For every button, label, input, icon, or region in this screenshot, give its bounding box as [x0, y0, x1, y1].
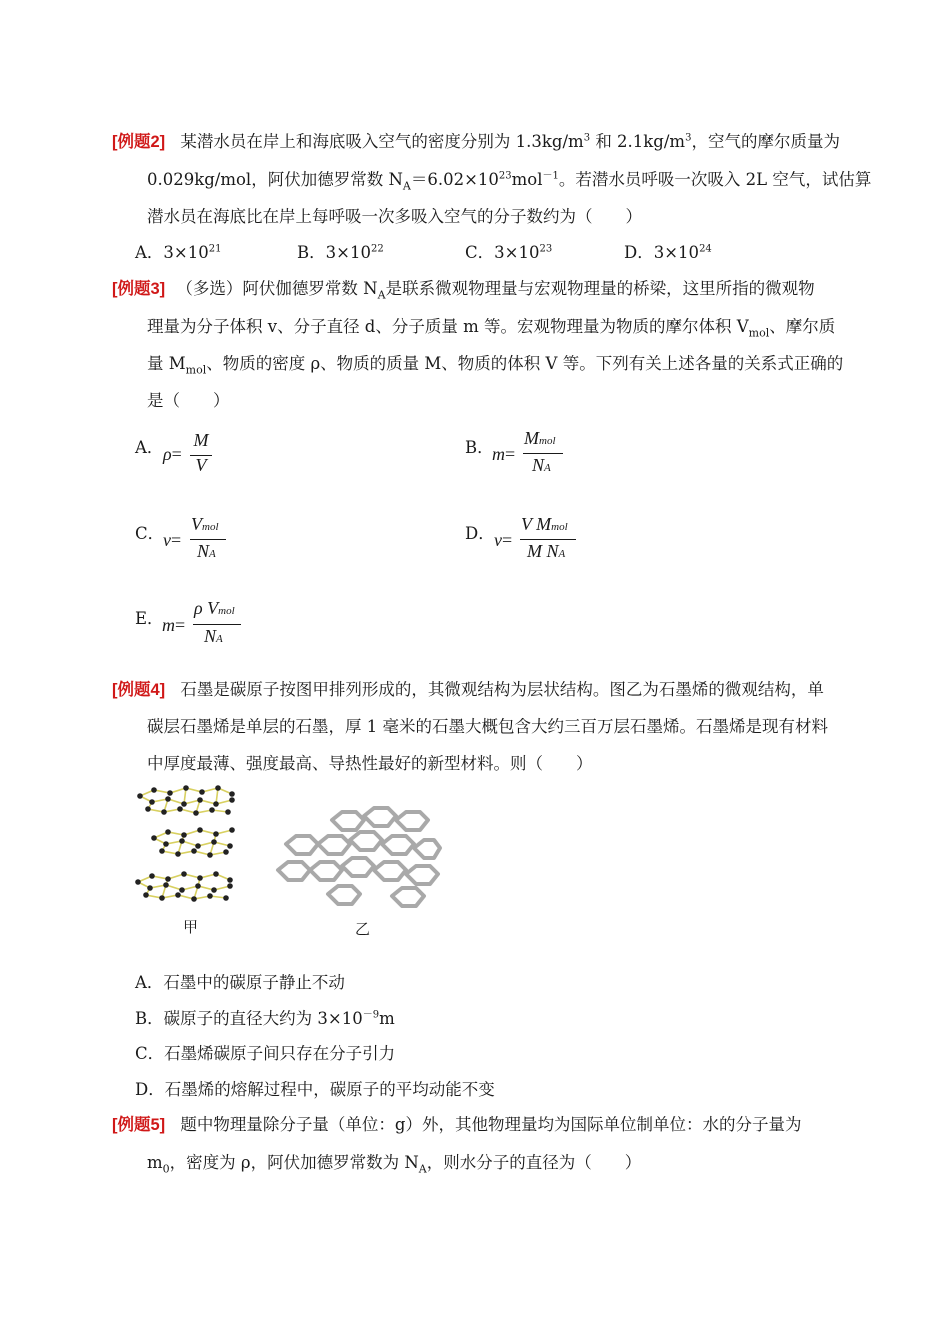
q4-line3: 中厚度最薄、强度最高、导热性最好的新型材料。则（ ） — [147, 754, 593, 773]
q4-option-c[interactable]: C．石墨烯碳原子间只存在分子引力 — [135, 1044, 396, 1063]
q2-line1: [例题2] 某潜水员在岸上和海底吸入空气的密度分别为 $1.3kg/m^3$ 和 $2.1kg/m^3$，空气的摩尔质量为 — [112, 132, 840, 151]
q2-option-c[interactable]: C．$3\times 10^{23}$ — [465, 243, 553, 262]
q2-line3: 潜水员在海底比在岸上每呼吸一次多吸入空气的分子数约为（ ） — [147, 207, 642, 226]
q5-tag: [例题5] — [112, 1116, 166, 1134]
q3-option-e-label[interactable]: E． — [135, 609, 164, 628]
q3-line1: [例题3] （多选）阿伏伽德罗常数 $N_A$是联系微观物理量与宏观物理量的桥梁，这里所指的微观物 — [112, 279, 815, 302]
q3-formula-d: v= V Mmol M NA — [494, 514, 594, 564]
q3-line2: 理量为分子体积 v、分子直径 d、分子质量 m 等。宏观物理量为物质的摩尔体积 $V_{mol}$、摩尔质 — [147, 317, 836, 340]
q4-option-b[interactable]: B．碳原子的直径大约为 $3\times 10^{-9}m$ — [135, 1009, 395, 1028]
q4-option-a[interactable]: A．石墨中的碳原子静止不动 — [135, 973, 345, 992]
q3-option-c-label[interactable]: C． — [135, 524, 165, 543]
q5-line2: $m_0$，密度为 ρ，阿伏加德罗常数为 $N_A$，则水分子的直径为（ ） — [147, 1153, 642, 1176]
q3-option-d-label[interactable]: D． — [465, 524, 495, 543]
q3-formula-a: ρ= M V — [163, 430, 223, 480]
q2-option-d[interactable]: D．$3\times 10^{24}$ — [624, 243, 712, 262]
q3-line4: 是（ ） — [147, 391, 230, 410]
graphite-layers-figure — [132, 782, 244, 914]
q3-formula-c: v= Vmol NA — [163, 514, 243, 564]
figure-jia-caption: 甲 — [183, 918, 199, 936]
q4-option-d[interactable]: D．石墨烯的熔解过程中，碳原子的平均动能不变 — [135, 1080, 495, 1099]
q3-formula-b: m= Mmol NA — [492, 428, 572, 478]
q2-option-b[interactable]: B．$3\times 10^{22}$ — [297, 243, 384, 262]
q2-line2: 0.029kg/mol，阿伏加德罗常数 $N_A=6.02\times 10^{23}mol^{-1}$。若潜水员呼吸一次吸入 2L 空气，试估算 — [147, 170, 872, 193]
q4-line1: [例题4] 石墨是碳原子按图甲排列形成的，其微观结构为层状结构。图乙为石墨烯的微观结构，单 — [112, 680, 824, 699]
q2-tag: [例题2] — [112, 133, 166, 151]
q3-tag: [例题3] — [112, 280, 166, 298]
q2-option-a[interactable]: A．$3\times 10^{21}$ — [135, 243, 222, 262]
q3-option-b-label[interactable]: B． — [465, 438, 494, 457]
figure-yi-caption: 乙 — [355, 920, 371, 938]
q3-line3: 量 $M_{mol}$、物质的密度 ρ、物质的质量 M、物质的体积 V 等。下列有关上述各量的关系式正确的 — [147, 354, 844, 377]
q5-line1: [例题5] 题中物理量除分子量（单位：g）外，其他物理量均为国际单位制单位：水的分子量为 — [112, 1115, 802, 1134]
q4-line2: 碳层石墨烯是单层的石墨，厚 1 毫米的石墨大概包含大约三百万层石墨烯。石墨烯是现有材料 — [147, 717, 828, 736]
q4-tag: [例题4] — [112, 681, 166, 699]
graphene-figure — [272, 800, 448, 912]
q3-option-a-label[interactable]: A． — [135, 438, 164, 457]
q3-formula-e: m= ρ Vmol NA — [162, 598, 252, 650]
